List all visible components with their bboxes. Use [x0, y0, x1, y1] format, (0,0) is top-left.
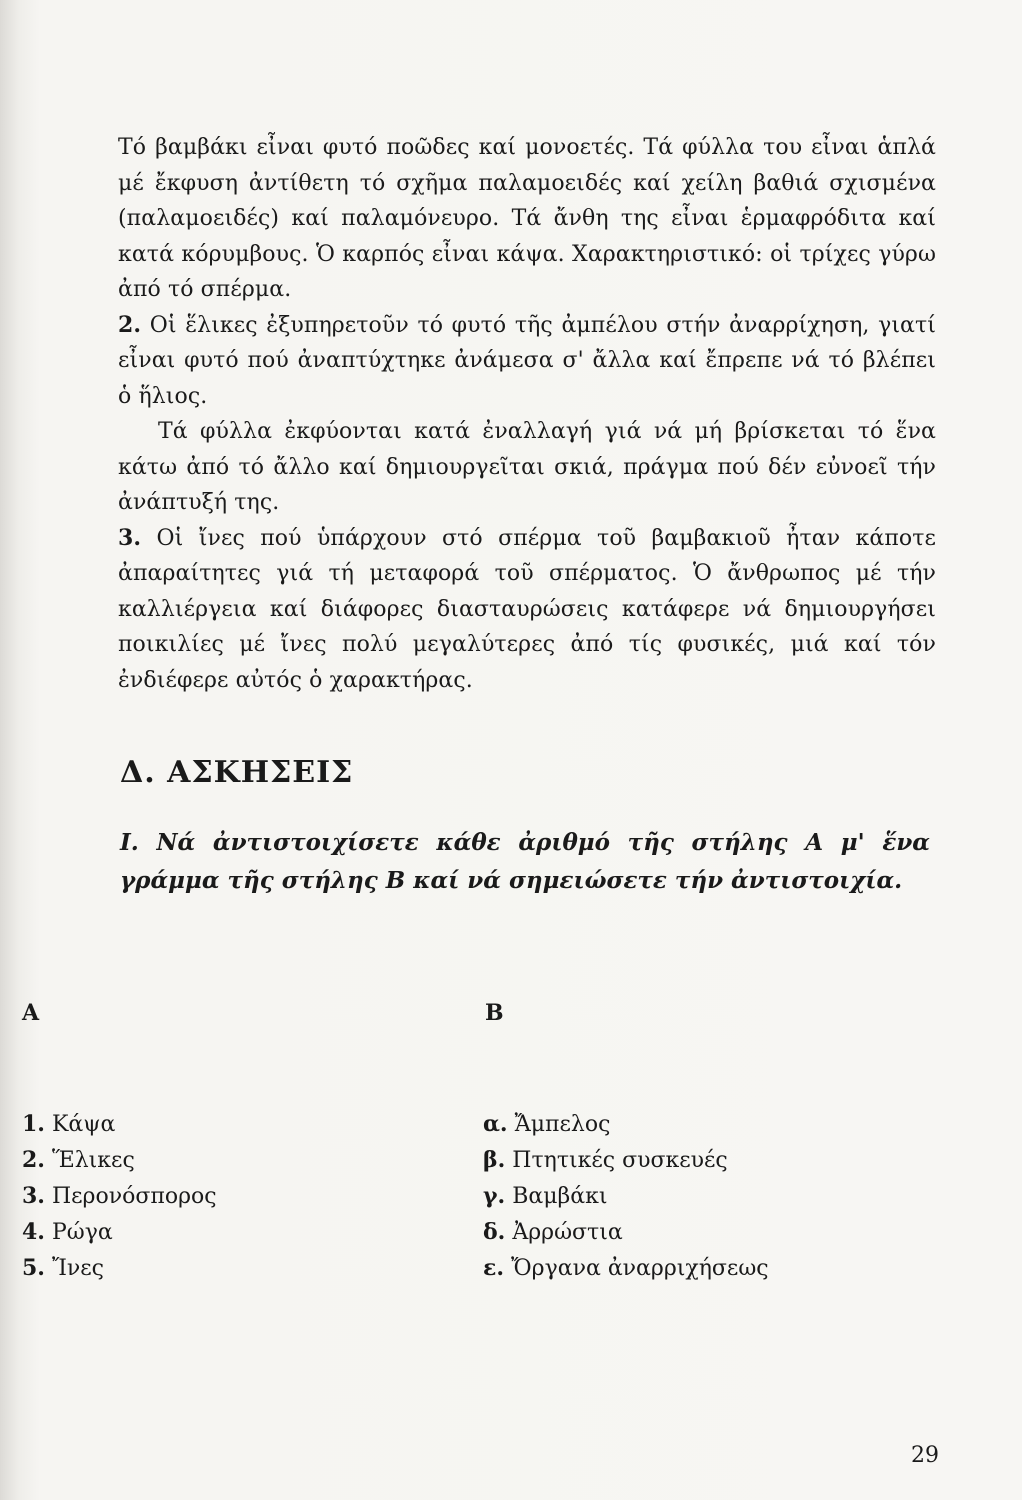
list-item: 2. Ἕλικες — [22, 1147, 135, 1173]
list-item: ε. Ὄργανα ἀναρριχήσεως — [483, 1255, 769, 1281]
column-b-header: Β — [485, 1000, 504, 1026]
paragraph-cotton: Τό βαμβάκι εἶναι φυτό ποῶδες καί μονοετές. Τά φύλλα του εἶναι ἁπλά μέ ἔκφυση ἀντίθετη τό σχῆμα παλαμοειδές καί χείλη βαθιά σχισμένα (παλαμοειδές) καί παλαμόνευρο. Τά ἄνθη της εἶναι ἑρμαφρόδιτα καί κατά κόρυμβους. Ὁ καρπός εἶναι κάψα. Χαρακτηριστικό: οἱ τρίχες γύρω ἀπό τό σπέρμα. — [118, 135, 936, 302]
list-item: δ. Ἀρρώστια — [483, 1219, 623, 1245]
list-item: 3. Περονόσπορος — [22, 1183, 217, 1209]
page-number: 29 — [911, 1443, 939, 1468]
column-a-list — [22, 1106, 217, 1286]
list-item: γ. Βαμβάκι — [483, 1183, 608, 1209]
paragraph-fibers: 3. Οἱ ἴνες πού ὑπάρχουν στό σπέρμα τοῦ βαμβακιοῦ ἦταν κάποτε ἀπαραίτητες γιά τή μεταφορά τοῦ σπέρματος. Ὁ ἄνθρωπος μέ τήν καλλιέργεια καί διάφορες διασταυρώσεις κατάφερε νά δημιουργήσει ποικιλίες μέ ἴνες πολύ μεγαλύτερες ἀπό τίς φυσικές, μιά καί τόν ἐνδιέφερε αὐτός ὁ χαρακτήρας. — [118, 524, 936, 693]
column-a-header: Α — [22, 1000, 40, 1026]
paragraph-tendrils: 2. Οἱ ἕλικες ἐξυπηρετοῦν τό φυτό τῆς ἀμπέλου στήν ἀναρρίχηση, γιατί εἶναι φυτό πού ἀναπτύχτηκε ἀνάμεσα σ' ἄλλα καί ἔπρεπε νά τό βλέπει ὁ ἥλιος. — [118, 311, 936, 409]
list-item: α. Ἄμπελος — [483, 1111, 611, 1137]
exercise-instruction: Ι. Νά ἀντιστοιχίσετε κάθε ἀριθμό τῆς στήλης Α μ' ἕνα γράμμα τῆς στήλης Β καί νά σημειώσετε τήν ἀντιστοιχία. — [120, 829, 930, 894]
list-item: β. Πτητικές συσκευές — [483, 1147, 728, 1173]
column-b-list — [483, 1106, 769, 1286]
list-item: 4. Ρώγα — [22, 1219, 113, 1245]
answers-text — [118, 130, 936, 698]
paragraph-leaves: Τά φύλλα ἐκφύονται κατά ἐναλλαγή γιά νά μή βρίσκεται τό ἕνα κάτω ἀπό τό ἄλλο καί δημιουργεῖται σκιά, πράγμα πού δέν εὐνοεῖ τήν ἀνάπτυξή της. — [118, 419, 936, 515]
list-item: 1. Κάψα — [22, 1111, 116, 1137]
list-item: 5. Ἴνες — [22, 1255, 105, 1281]
section-title: Δ. ΑΣΚΗΣΕΙΣ — [120, 755, 354, 790]
